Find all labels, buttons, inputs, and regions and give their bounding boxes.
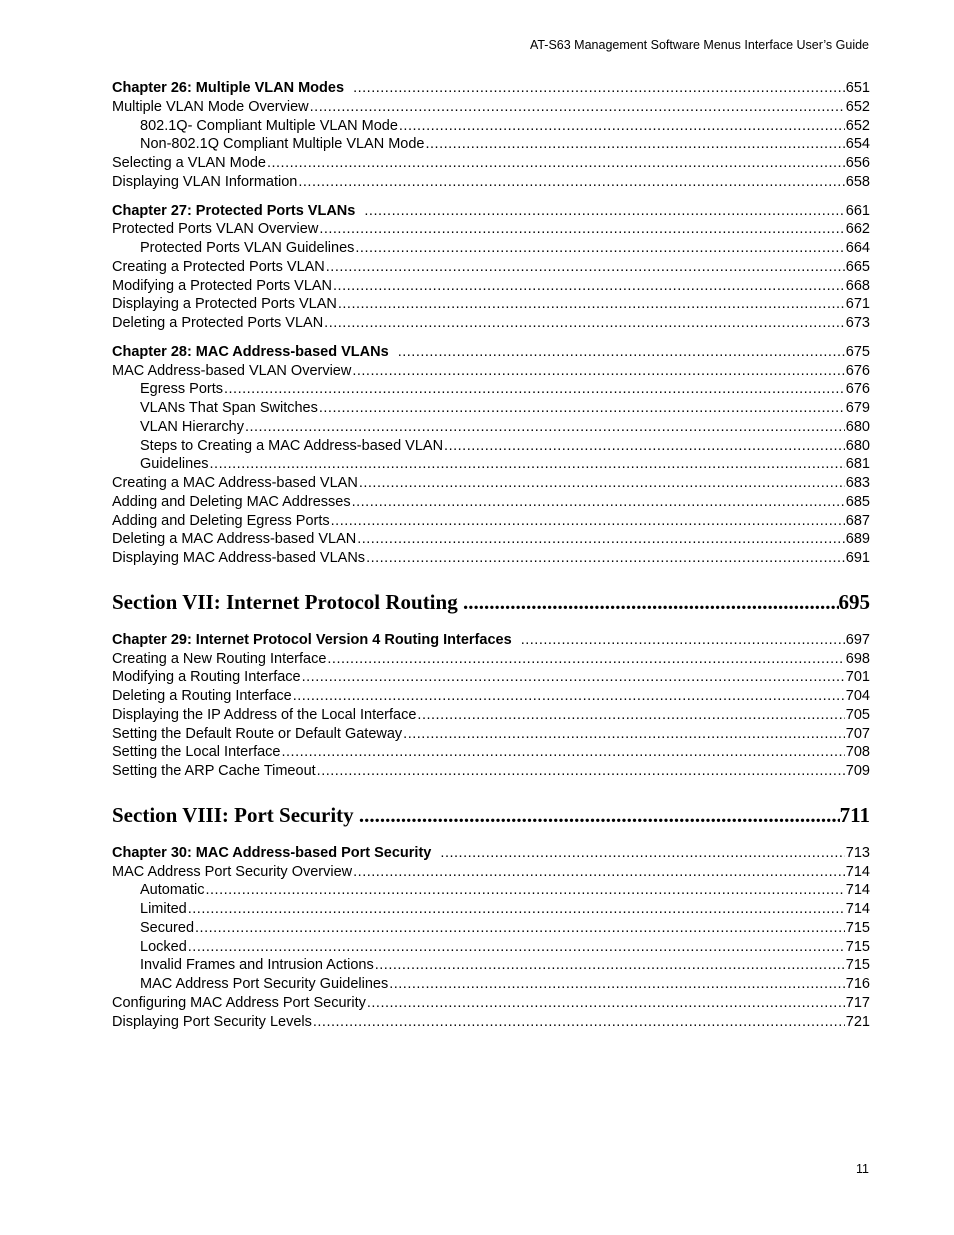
toc-chapter-entry[interactable] <box>112 79 870 98</box>
toc-dot-leader <box>327 650 844 669</box>
toc-entry-title: Displaying Port Security Levels <box>112 1013 312 1030</box>
toc-chapter-entry[interactable] <box>112 631 870 650</box>
toc-entry[interactable] <box>112 455 870 474</box>
toc-page-number: 664 <box>845 240 870 256</box>
toc-entry[interactable] <box>112 762 870 781</box>
toc-entry[interactable] <box>112 725 870 744</box>
toc-entry-title: Modifying a Protected Ports VLAN <box>112 277 333 294</box>
toc-entry[interactable] <box>112 743 870 762</box>
toc-dot-leader <box>298 173 844 192</box>
toc-entry-title: Displaying MAC Address-based VLANs <box>112 550 366 566</box>
toc-entry[interactable] <box>112 975 870 994</box>
toc-dot-leader <box>331 512 845 531</box>
toc-entry-title: Creating a Protected Ports VLAN <box>112 258 325 275</box>
page-number: 11 <box>856 1162 869 1176</box>
toc-entry-title: Deleting a MAC Address-based VLAN <box>112 531 357 548</box>
toc-entry-title: Displaying VLAN Information <box>112 173 298 190</box>
toc-entry-title: Protected Ports VLAN Overview <box>112 221 319 238</box>
toc-entry[interactable] <box>112 173 870 192</box>
toc-entry[interactable] <box>112 994 870 1013</box>
toc-dot-leader <box>355 239 844 258</box>
toc-page-number: 652 <box>845 98 870 115</box>
toc-entry-title: Setting the Default Route or Default Gateway <box>112 725 403 742</box>
toc-page-number: 676 <box>845 362 870 379</box>
toc-dot-leader <box>403 725 845 744</box>
toc-page-number: 680 <box>845 418 870 435</box>
toc-chapter-group <box>112 79 870 192</box>
toc-entry[interactable] <box>112 706 870 725</box>
toc-entry[interactable] <box>112 418 870 437</box>
toc-entry[interactable] <box>112 362 870 381</box>
toc-entry-title: Secured <box>140 919 195 936</box>
toc-dot-leader <box>333 277 845 296</box>
toc-page-number: 707 <box>845 725 870 742</box>
toc-page-number: 716 <box>845 976 870 992</box>
toc-dot-leader <box>245 418 845 437</box>
toc-entry-title: Non-802.1Q Compliant Multiple VLAN Mode <box>140 136 425 153</box>
toc-entry[interactable] <box>112 650 870 669</box>
toc-page-number: 708 <box>845 744 870 761</box>
toc-entry-title: Configuring MAC Address Port Security <box>112 994 366 1011</box>
toc-dot-leader <box>319 399 845 418</box>
toc-entry-title: Multiple VLAN Mode Overview <box>112 98 309 115</box>
toc-page-number: 714 <box>845 863 870 880</box>
toc-page-number: 691 <box>845 550 870 566</box>
toc-chapter-group <box>112 631 870 781</box>
toc-page-number: 701 <box>845 669 870 686</box>
toc-page-number: 675 <box>845 343 870 360</box>
toc-dot-leader <box>359 474 845 493</box>
toc-entry-title: Setting the Local Interface <box>112 744 281 761</box>
toc-dot-leader <box>353 863 845 882</box>
toc-entry[interactable] <box>112 530 870 549</box>
running-header: AT-S63 Management Software Menus Interface User’s Guide <box>529 38 869 52</box>
toc-entry-title: Setting the ARP Cache Timeout <box>112 763 316 779</box>
toc-chapter-entry[interactable] <box>112 343 870 362</box>
toc-dot-leader <box>366 549 845 568</box>
toc-page-number: 658 <box>845 173 870 190</box>
toc-page-number: 713 <box>845 844 870 861</box>
toc-dot-leader <box>281 743 844 762</box>
toc-entry-title: Protected Ports VLAN Guidelines <box>140 240 355 256</box>
toc-page-number: 689 <box>845 531 870 548</box>
toc-page-number: 697 <box>845 631 870 648</box>
toc-dot-leader <box>399 117 845 136</box>
toc-entry-title: Invalid Frames and Intrusion Actions <box>140 957 374 974</box>
toc-entry[interactable] <box>112 863 870 882</box>
toc-entry-title: Steps to Creating a MAC Address-based VLAN <box>140 437 444 454</box>
section-page-number: 711 <box>839 802 870 827</box>
toc-dot-leader <box>313 1013 845 1032</box>
toc-entry-title: Chapter 30: MAC Address-based Port Security <box>112 844 432 861</box>
toc-dot-leader <box>324 314 845 333</box>
toc-entry[interactable] <box>112 295 870 314</box>
section-page-number: 695 <box>838 589 870 614</box>
toc-dot-leader <box>317 762 845 781</box>
toc-entry-title: MAC Address Port Security Overview <box>112 863 353 880</box>
toc-entry[interactable] <box>112 956 870 975</box>
toc-dot-leader <box>188 938 845 957</box>
toc-page-number: 717 <box>845 994 870 1011</box>
toc-page-number: 714 <box>845 882 870 899</box>
toc-entry-title: 802.1Q- Compliant Multiple VLAN Mode <box>140 117 398 134</box>
toc-dot-leader <box>352 493 845 512</box>
toc-dot-leader <box>521 631 845 650</box>
toc-page-number: 661 <box>845 202 870 219</box>
toc-chapter-group <box>112 202 870 333</box>
toc-entry[interactable] <box>112 135 870 154</box>
toc-entry-title: VLANs That Span Switches <box>140 400 318 416</box>
toc-dot-leader <box>353 79 845 98</box>
toc-entry[interactable] <box>112 314 870 333</box>
toc-entry[interactable] <box>112 437 870 456</box>
toc-dot-leader <box>338 295 845 314</box>
toc-dot-leader <box>398 343 845 362</box>
toc-dot-leader <box>417 706 844 725</box>
toc-entry-title: Adding and Deleting Egress Ports <box>112 512 330 529</box>
toc-entry-title: VLAN Hierarchy <box>140 418 244 435</box>
toc-page-number: 714 <box>845 901 870 917</box>
toc-dot-leader <box>195 919 845 938</box>
toc-entry[interactable] <box>112 493 870 512</box>
toc-page-number: 668 <box>845 277 870 294</box>
toc-entry[interactable] <box>112 549 870 568</box>
toc-page-number: 685 <box>845 493 870 510</box>
toc-entry[interactable] <box>112 117 870 136</box>
toc-dot-leader <box>357 530 845 549</box>
toc-entry-title: Deleting a Routing Interface <box>112 688 292 704</box>
toc-entry[interactable] <box>112 938 870 957</box>
toc-entry[interactable] <box>112 154 870 173</box>
toc-dot-leader <box>367 994 845 1013</box>
toc-page-number: 681 <box>845 456 870 473</box>
toc-page-number: 687 <box>845 512 870 529</box>
toc-entry-title: Selecting a VLAN Mode <box>112 155 266 171</box>
toc-entry-title: MAC Address Port Security Guidelines <box>140 976 389 992</box>
toc-entry-title: Creating a MAC Address-based VLAN <box>112 475 358 491</box>
toc-page-number: 654 <box>845 136 870 153</box>
toc-entry-title: Automatic <box>140 882 205 899</box>
toc-dot-leader <box>352 362 844 381</box>
toc-dot-leader <box>319 220 844 239</box>
toc-entry[interactable] <box>112 474 870 493</box>
toc-dot-leader <box>205 881 844 900</box>
section-title: Section VIII: Port Security <box>112 802 354 827</box>
toc-dot-leader <box>389 975 845 994</box>
toc-dot-leader <box>364 202 844 221</box>
section-title: Section VII: Internet Protocol Routing <box>112 589 458 614</box>
toc-page-number: 698 <box>845 650 870 667</box>
toc-dot-leader <box>293 687 845 706</box>
toc-entry[interactable] <box>112 98 870 117</box>
toc-dot-leader <box>326 258 845 277</box>
toc-entry[interactable] <box>112 512 870 531</box>
toc-dot-leader <box>375 956 845 975</box>
toc-page-number: 704 <box>845 688 870 704</box>
toc-entry[interactable] <box>112 277 870 296</box>
toc-entry[interactable] <box>112 1013 870 1032</box>
toc-entry-title: Modifying a Routing Interface <box>112 669 301 686</box>
toc-page-number: 683 <box>845 475 870 491</box>
toc-entry-title: Displaying the IP Address of the Local Interface <box>112 706 417 723</box>
toc-entry[interactable] <box>112 881 870 900</box>
toc-entry-title: Deleting a Protected Ports VLAN <box>112 315 324 331</box>
toc-entry-title: Displaying a Protected Ports VLAN <box>112 296 337 313</box>
toc-entry[interactable] <box>112 258 870 277</box>
toc-entry-title: Chapter 26: Multiple VLAN Modes <box>112 80 345 96</box>
toc-entry[interactable] <box>112 239 870 258</box>
toc-chapter-entry[interactable] <box>112 844 870 863</box>
toc-entry-title: Chapter 27: Protected Ports VLANs <box>112 202 356 219</box>
toc-entry-title: Limited <box>140 901 187 917</box>
toc-chapter-entry[interactable] <box>112 202 870 221</box>
toc-entry[interactable] <box>112 220 870 239</box>
toc-section-heading[interactable] <box>112 588 870 616</box>
toc-page-number: 715 <box>845 957 870 974</box>
toc-entry-title: MAC Address-based VLAN Overview <box>112 362 352 379</box>
toc-page-number: 705 <box>845 706 870 723</box>
toc-dot-leader <box>426 135 845 154</box>
toc-page-number: 679 <box>845 400 870 416</box>
toc-page-number: 721 <box>845 1013 870 1030</box>
toc-entry[interactable] <box>112 900 870 919</box>
toc-page-number: 671 <box>845 296 870 313</box>
toc-chapter-group <box>112 844 870 1032</box>
toc-page-number: 656 <box>845 155 870 171</box>
toc-entry[interactable] <box>112 399 870 418</box>
toc-entry-title: Chapter 29: Internet Protocol Version 4 Routing Interfaces <box>112 631 512 648</box>
toc-entry[interactable] <box>112 668 870 687</box>
toc-dot-leader <box>302 668 845 687</box>
toc-entry-title: Chapter 28: MAC Address-based VLANs <box>112 343 389 360</box>
toc-page-number: 680 <box>845 437 870 454</box>
toc-entry-title: Egress Ports <box>140 381 223 398</box>
toc-dot-leader <box>310 98 845 117</box>
toc-page-number: 662 <box>845 221 870 238</box>
section-dot-leader <box>359 801 840 829</box>
toc-dot-leader <box>188 900 845 919</box>
toc-page-number: 651 <box>845 80 870 96</box>
toc-page-number: 715 <box>845 938 870 955</box>
toc-entry[interactable] <box>112 380 870 399</box>
toc-dot-leader <box>210 455 845 474</box>
toc-entry[interactable] <box>112 919 870 938</box>
table-of-contents <box>112 79 870 1041</box>
toc-page-number: 676 <box>845 381 870 398</box>
toc-dot-leader <box>224 380 845 399</box>
toc-chapter-group <box>112 343 870 568</box>
toc-section-heading[interactable] <box>112 801 870 829</box>
toc-dot-leader <box>267 154 845 173</box>
toc-entry[interactable] <box>112 687 870 706</box>
toc-entry-title: Creating a New Routing Interface <box>112 650 327 667</box>
section-dot-leader <box>463 588 839 616</box>
toc-entry-title: Adding and Deleting MAC Addresses <box>112 493 351 510</box>
toc-entry-title: Guidelines <box>140 456 209 473</box>
toc-dot-leader <box>444 437 845 456</box>
toc-page-number: 715 <box>845 919 870 936</box>
toc-entry-title: Locked <box>140 938 187 955</box>
toc-page-number: 652 <box>845 117 870 134</box>
toc-page-number: 673 <box>845 315 870 331</box>
toc-page-number: 709 <box>845 763 870 779</box>
toc-dot-leader <box>440 844 844 863</box>
toc-page-number: 665 <box>845 258 870 275</box>
